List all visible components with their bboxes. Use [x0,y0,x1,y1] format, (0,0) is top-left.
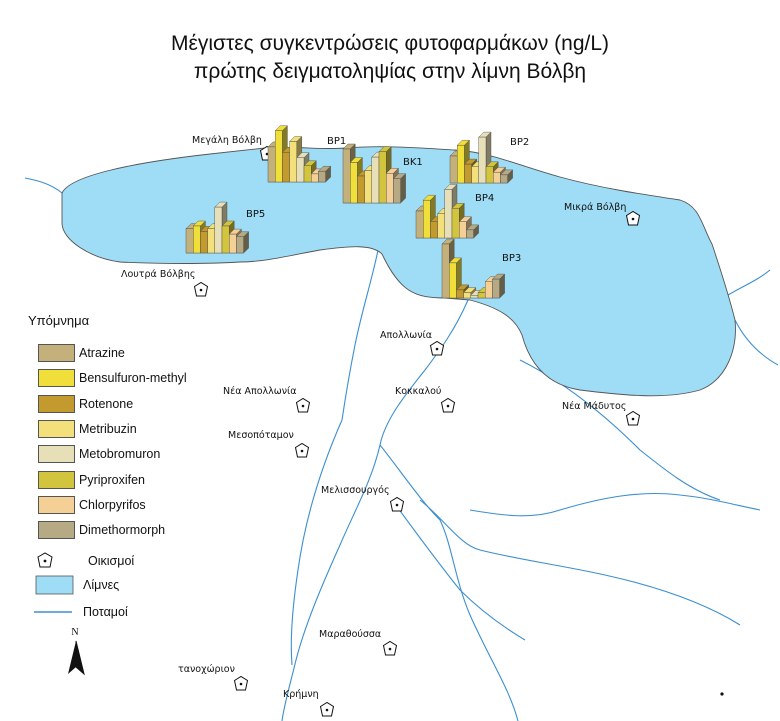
settlement-label: τανοχώριον [178,664,235,675]
legend-item [38,394,133,414]
settlement-icon [442,399,455,413]
settlement-icon [296,444,309,458]
settlement-label: Μεσοπόταμον [228,430,294,441]
legend-item [38,444,160,464]
settlement-icon [297,399,310,413]
river-5 [398,508,525,640]
settlement-label: Νέα Απολλωνία [223,386,297,397]
settlement-icon [391,498,404,512]
legend-label: Chlorpyrifos [79,497,146,512]
legend-swatch [38,496,75,514]
station-label: BP5 [246,209,266,220]
settlement-label: Μικρά Βόλβη [564,202,627,213]
legend-swatch [38,369,75,387]
station-label: BP1 [327,136,347,147]
legend-label: Metribuzin [79,421,137,436]
river-9 [728,270,770,295]
settlement-icon [627,412,640,426]
legend-item [38,368,187,388]
legend-title: Υπόμνημα [28,313,90,328]
legend-settlements-label: Οικισμοί [88,554,135,568]
settlement-icon [321,703,334,717]
legend-label: Rotenone [79,396,134,411]
station-label: BK1 [403,157,423,168]
settlement-label: Κρήμνη [283,689,319,700]
settlement-label: Μελισσουργός [321,485,390,496]
legend-settlement-icon [38,553,52,567]
river-11 [25,178,62,193]
map-title-line1: Μέγιστες συγκεντρώσεις φυτοφαρμάκων (ng/L) [170,32,610,55]
legend-item [38,470,145,490]
corner-mark-icon [720,692,723,695]
settlement-label: Λουτρά Βόλβης [121,269,196,280]
bar-dimethormorph [393,174,405,203]
station-label: BP4 [475,193,495,204]
legend-item [38,520,165,540]
legend-label: Metobromuron [79,447,161,462]
legend-rivers-label: Ποταμοί [83,605,128,619]
river-7 [470,493,760,515]
settlement-icon [431,342,444,356]
legend-label: Pyriproxifen [79,472,145,487]
legend-item [38,419,137,439]
bar-dimethormorph [236,232,248,253]
legend-swatch [38,420,75,438]
settlement-label: Νέα Μάδυτος [562,401,627,412]
river-1 [342,250,378,420]
legend-swatch [38,395,75,413]
station-label: BP2 [510,137,530,148]
legend-swatch [38,344,75,362]
legend-lake-swatch [36,576,73,594]
settlement-label: Μεγάλη Βόλβη [192,135,262,146]
legend-lakes-label: Λίμνες [83,578,120,592]
legend-swatch [38,445,75,463]
settlement-label: Μαραθούσσα [319,629,382,640]
legend-swatch [38,471,75,489]
settlement-icon [235,677,248,691]
north-arrow-icon [68,627,84,674]
bar-dimethormorph [492,274,504,298]
map-title-line2: πρώτης δειγματοληψίας στην λίμνη Βόλβη [193,60,587,83]
river-4 [380,445,518,721]
legend-label: Atrazine [79,346,125,360]
legend-swatch [38,521,75,539]
station-label: BP3 [502,253,522,264]
legend-label: Bensulfuron-methyl [79,371,187,386]
legend-item [38,343,125,363]
legend-label: Dimethormorph [79,523,166,538]
settlement-label: Κοκκαλού [395,386,442,397]
settlement-label: Απολλωνία [380,330,433,341]
settlement-icon [384,642,397,656]
river-8 [735,320,778,365]
legend-item [38,495,146,515]
north-label: N [71,627,79,638]
river-6 [420,500,740,625]
settlement-icon [195,283,208,297]
